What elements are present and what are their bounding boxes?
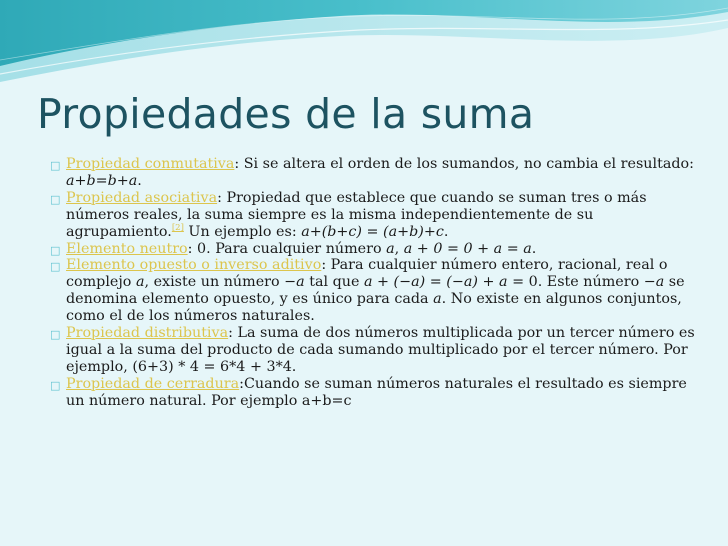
formula: −a [643, 274, 665, 291]
formula: a [433, 291, 442, 308]
item-text: . No existe en algunos conjuntos, como el de los números naturales. [66, 291, 682, 325]
item-text: : Si se altera el orden de los sumandos, no cambia el resultado: [234, 156, 694, 172]
list-item [5, 325, 695, 376]
checkbox-bullet-icon: □ [50, 378, 61, 392]
item-text: , [394, 240, 404, 257]
formula: a + 0 = 0 + a = a [403, 240, 532, 257]
item-text: : Propiedad que establece que cuando se suman tres o más números reales, la suma siempre es la misma independientemente de su agrupamiento. [66, 189, 647, 240]
item-text: , existe un número [144, 274, 285, 291]
link-propiedad-asociativa[interactable]: Propiedad asociativa [66, 189, 218, 206]
formula: a [135, 274, 145, 291]
slide-title: Propiedades de la suma [37, 90, 535, 138]
item-text: : Para cualquier número entero, racional, real o complejo [66, 257, 668, 291]
item-text: = 0. Este número [507, 274, 644, 291]
link-elemento-opuesto[interactable]: Elemento opuesto o inverso aditivo [66, 257, 322, 274]
list-item [5, 376, 695, 410]
formula: a + (−a) = (−a) + a [363, 274, 508, 291]
checkbox-bullet-icon: □ [50, 260, 61, 274]
item-text: tal que [304, 274, 364, 291]
formula: −a [284, 274, 305, 291]
item-text: . [137, 172, 142, 189]
link-propiedad-de-cerradura[interactable]: Propiedad de cerradura [66, 375, 240, 392]
item-text: se denomina elemento opuesto, y es único para cada [66, 274, 685, 308]
properties-list [5, 156, 695, 410]
reference-link[interactable]: [2] [171, 222, 184, 233]
formula: a [386, 240, 395, 257]
item-text: Un ejemplo es: [183, 223, 302, 240]
item-text: . [443, 223, 449, 240]
list-item [5, 156, 695, 190]
item-text: :Cuando se suman números naturales el resultado es siempre un número natural. Por ejemplo a+b=c [66, 375, 687, 409]
formula: a+(b+c) = (a+b)+c [301, 223, 444, 240]
formula: a+b=b+a [66, 172, 138, 189]
list-item [5, 241, 695, 258]
header-wave-decoration [0, 0, 728, 95]
checkbox-bullet-icon: □ [50, 243, 61, 257]
link-propiedad-distributiva[interactable]: Propiedad distributiva [66, 325, 229, 342]
checkbox-bullet-icon: □ [50, 159, 61, 172]
item-text: : 0. Para cualquier número [187, 240, 387, 257]
link-elemento-neutro[interactable]: Elemento neutro [66, 240, 188, 257]
link-propiedad-conmutativa[interactable]: Propiedad conmutativa [66, 156, 235, 172]
item-text: . [531, 240, 537, 257]
checkbox-bullet-icon: □ [50, 328, 61, 342]
checkbox-bullet-icon: □ [50, 192, 61, 206]
list-item [5, 257, 695, 325]
list-item [5, 190, 695, 241]
item-text: : La suma de dos números multiplicada por un tercer número es igual a la suma del producto de cada sumando multiplicado por el tercer número. Por ejemplo, (6+3) * 4 = 6*4 + 3*4. [66, 325, 695, 375]
